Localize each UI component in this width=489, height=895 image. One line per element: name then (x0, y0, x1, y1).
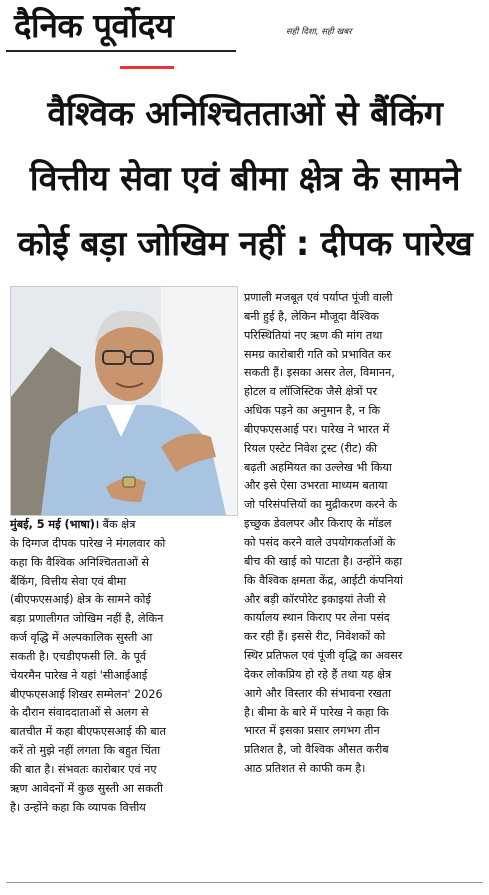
article-photo (10, 286, 238, 516)
article-body-left-column (10, 516, 236, 818)
article-body-line: अधिक पड़ने का अनुमान है, न कि (244, 404, 381, 418)
headline-line: वित्तीय सेवा एवं बीमा क्षेत्र के सामने (29, 159, 461, 199)
article-body-line: बीएफएसआई शिखर सम्मेलन' 2026 (10, 687, 163, 701)
article-body-line: कहा कि वैश्विक अनिश्चितताओं से (10, 555, 149, 569)
article-body-line: की बात है। संभवतः कारोबार एवं नए (10, 762, 157, 776)
article-body-line: सकती हैं। इसका असर तेल, विमानन, (244, 366, 395, 380)
article-body-line: बढ़ती अहमियत का उल्लेख भी किया (244, 460, 392, 474)
article-body-line: ऋण आवेदनों में कुछ सुस्ती आ सकती (10, 781, 163, 795)
article-body-line: और बड़ी कॉरपोरेट इकाइयां तेजी से (244, 592, 386, 606)
masthead-rule (6, 50, 236, 52)
article-body-line: के दौरान संवाददाताओं से अलग से (10, 706, 149, 720)
article-body-line: जो परिसंपत्तियों का मुद्रीकरण करने के (244, 498, 397, 512)
article-body-line: कि वैश्विक क्षमता केंद्र, आईटी कंपनियां (244, 573, 403, 587)
article-body-line: है। उन्होंने कहा कि व्यापक वित्तीय (10, 800, 146, 814)
article-body-line: कार्यालय स्थान किराए पर लेना पसंद (244, 611, 390, 625)
article-body-line: और इसे ऐसा उभरता माध्यम बताया (244, 479, 388, 493)
article-body-line: (बीएफएसआई) क्षेत्र के सामने कोई (10, 593, 151, 607)
article-headline (10, 82, 480, 277)
article-body-line: चेयरमैन पारेख ने यहां 'सीआईआई (10, 668, 148, 682)
article-body-line: बैंकिंग, वित्तीय सेवा एवं बीमा (10, 574, 127, 588)
headline-line: कोई बड़ा जोखिम नहीं : दीपक पारेख (17, 224, 473, 264)
masthead-accent-rule (120, 66, 174, 69)
article-body-line: बातचीत में कहा बीएफएसआई की बात (10, 725, 166, 739)
article-body-right-column (244, 289, 481, 779)
article-body-line: प्रतिशत है, जो वैश्विक औसत करीब (244, 743, 389, 757)
person-photo-illustration (11, 287, 237, 515)
article-body-line: सकती है। एचडीएफसी लि. के पूर्व (10, 649, 147, 663)
article-body-line: स्थिर प्रतिफल एवं पूंजी वृद्धि का अवसर (244, 649, 403, 663)
article-body-line (10, 516, 236, 535)
article-body-line: देकर लोकप्रिय हो रहे हैं तथा यह क्षेत्र (244, 667, 392, 681)
article-body-line: करें तो मुझे नहीं लगता कि बहुत चिंता (10, 744, 161, 758)
article-body-line: आठ प्रतिशत से काफी कम है। (244, 762, 366, 776)
article-body-line: परिस्थितियां नए ऋण की मांग तथा (244, 328, 383, 342)
article-dateline: मुंबई, 5 मई (भाषा)। (10, 518, 100, 531)
article-body-line: है। बीमा के बारे में पारेख ने कहा कि (244, 705, 389, 719)
article-body-line: समग्र कारोबारी गति को प्रभावित कर (244, 347, 391, 361)
masthead (0, 0, 489, 78)
article-body-line: को पसंद करने वाले उपयोगकर्ताओं के (244, 535, 396, 549)
newspaper-tagline: सही दिशा, सही खबर (286, 27, 352, 37)
article-body-line: भारत में इसका प्रसार लगभग तीन (244, 724, 380, 738)
article-body-line: के दिग्गज दीपक पारेख ने मंगलवार को (10, 536, 166, 550)
article-body-line: होटल व लॉजिस्टिक जैसे क्षेत्रों पर (244, 385, 378, 399)
article-body-line: इच्छुक डेवलपर और किराए के मॉडल (244, 517, 392, 531)
article-body-line: कर रही हैं। इससे रीट, निवेशकों को (244, 630, 386, 644)
article-body-line: रियल एस्टेट निवेश ट्रस्ट (रीट) की (244, 441, 378, 455)
newspaper-name: दैनिक पूर्वोदय (14, 6, 174, 45)
article-body-line: प्रणाली मजबूत एवं पर्याप्त पूंजी वाली (244, 291, 393, 304)
article-body-line: बनी हुई है, लेकिन मौजूदा वैश्विक (244, 309, 379, 323)
article-body-line: बड़ा प्रणालीगत जोखिम नहीं है, लेकिन (10, 612, 164, 626)
article-body-line: आगे और विस्तार की संभावना रखता (244, 686, 391, 700)
headline-line: वैश्विक अनिश्चितताओं से बैंकिंग (47, 94, 443, 134)
article-body-line: बीएफएसआई पर। पारेख ने भारत में (244, 422, 390, 436)
bottom-rule (6, 882, 483, 883)
article-body-text: बैंक क्षेत्र (99, 518, 136, 531)
article-body-line: कर्ज वृद्धि में अल्पकालिक सुस्ती आ (10, 631, 153, 645)
article-body-line: बीच की खाई को पाटता है। उन्होंने कहा (244, 554, 403, 568)
